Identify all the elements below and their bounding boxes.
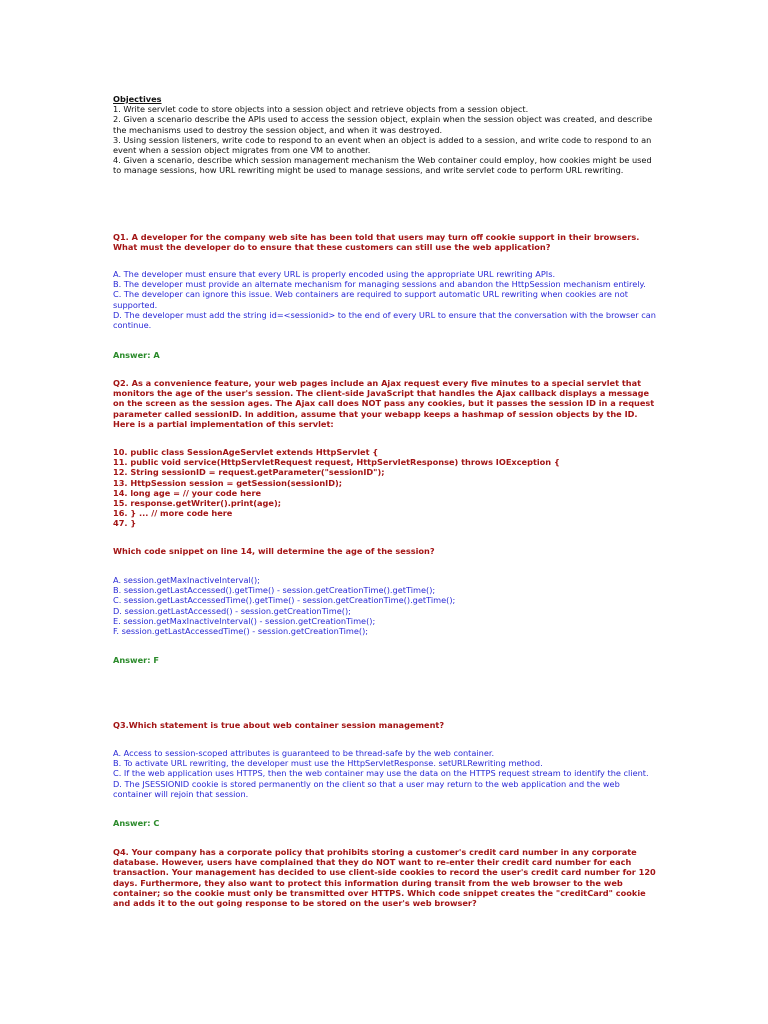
option-item: C. The developer can ignore this issue. Web containers are required to support automatic URL rewriting when cookies are not supported. [113,289,628,310]
option-item: B. The developer must provide an alternate mechanism for managing sessions and abandon the HttpSession mechanism entirely. [113,279,646,290]
answer-label: Answer: F [113,655,159,665]
q2-section [113,378,658,429]
code-line: 11. public void service(HttpServletRequest request, HttpServletResponse) throws IOException { [113,457,560,468]
code-line: 12. String sessionID = request.getParameter("sessionID"); [113,467,385,478]
question-text: Q1. A developer for the company web site has been told that users may turn off cookie support in their browsers. What must the developer do to ensure that these customers can still use the web application? [113,232,640,253]
answer-label: Answer: A [113,350,160,360]
question-prompt: Which code snippet on line 14, will determine the age of the session? [113,546,435,556]
option-item: C. If the web application uses HTTPS, then the web container may use the data on the HTTPS request stream to identify the client. [113,768,649,779]
objective-item: 1. Write servlet code to store objects into a session object and retrieve objects from a session object. [113,104,529,115]
question-text: Q4. Your company has a corporate policy that prohibits storing a customer's credit card number in any corporate database. However, users have complained that they do NOT want to re-enter their credit card number for each transaction. Your management has decided to use client-side cookies to record the user's credit card number for 120 days. Furthermore, they also want to protect this information during transit from the web browser to the web container; so the cookie must only be transmitted over HTTPS. Which code snippet creates the "creditCard" cookie and adds it to the out going response to be stored on the user's web browser? [113,847,656,909]
option-item: B. session.getLastAccessed().getTime() - session.getCreationTime().getTime(); [113,585,436,596]
code-line: 14. long age = // your code here [113,487,262,498]
option-item: D. session.getLastAccessed() - session.getCreationTime(); [113,605,351,616]
option-item: A. Access to session-scoped attributes is guaranteed to be thread-safe by the web container. [113,748,495,758]
q2-code-block [113,447,658,529]
q2-options [113,575,658,636]
objective-item: 2. Given a scenario describe the APIs used to access the session object, explain when the session object was created, and describe the mechanisms used to destroy the session object, and when it was destroyed. [113,114,653,135]
q2-answer-block [113,655,658,665]
q4-section [113,847,658,908]
objective-item: 3. Using session listeners, write code to respond to an event when an object is added to a session, and write code to respond to an event when a session object migrates from one VM to another. [113,134,652,156]
option-item: E. session.getMaxInactiveInterval() - session.getCreationTime(); [113,615,376,626]
q1-options [113,269,658,330]
objectives-section [113,94,658,176]
question-text: Q3.Which statement is true about web container session management? [113,720,445,730]
code-line: 10. public class SessionAgeServlet extends HttpServlet { [113,447,379,457]
q2-prompt-block [113,546,658,556]
option-item: B. To activate URL rewriting, the developer must use the HttpServletResponse. setURLRewriting method. [113,758,543,769]
q3-options [113,748,658,799]
code-line: 13. HttpSession session = getSession(sessionID); [113,477,343,488]
code-line: 16. } ... // more code here [113,508,233,519]
code-line: 47. } [113,518,137,529]
objectives-title: Objectives [113,94,162,104]
q3-section [113,720,658,730]
code-line: 15. response.getWriter().print(age); [113,498,281,509]
option-item: A. The developer must ensure that every URL is properly encoded using the appropriate URL rewriting APIs. [113,269,556,279]
option-item: D. The JSESSIONID cookie is stored permanently on the client so that a user may return to the web application and the web container will rejoin that session. [113,778,620,799]
q1-section [113,232,658,252]
answer-label: Answer: C [113,818,160,828]
option-item: A. session.getMaxInactiveInterval(); [113,575,260,585]
q3-answer-block [113,818,658,828]
option-item: D. The developer must add the string id=<sessionid> to the end of every URL to ensure that the conversation with the browser can continue. [113,309,656,331]
option-item: C. session.getLastAccessedTime().getTime() - session.getCreationTime().getTime(); [113,595,456,606]
question-text: Q2. As a convenience feature, your web pages include an Ajax request every five minutes to a special servlet that monitors the age of the user's session. The client-side JavaScript that handles the Ajax callback displays a message on the screen as the session ages. The Ajax call does NOT pass any cookies, but it passes the session ID in a request parameter called sessionID. In addition, assume that your webapp keeps a hashmap of session objects by the ID. Here is a partial implementation of this servlet: [113,378,655,429]
objective-item: 4. Given a scenario, describe which session management mechanism the Web container could employ, how cookies might be used to manage sessions, how URL rewriting might be used to manage sessions, and write servlet code to perform URL rewriting. [113,155,652,176]
option-item: F. session.getLastAccessedTime() - session.getCreationTime(); [113,626,369,637]
q1-answer-block [113,350,658,360]
